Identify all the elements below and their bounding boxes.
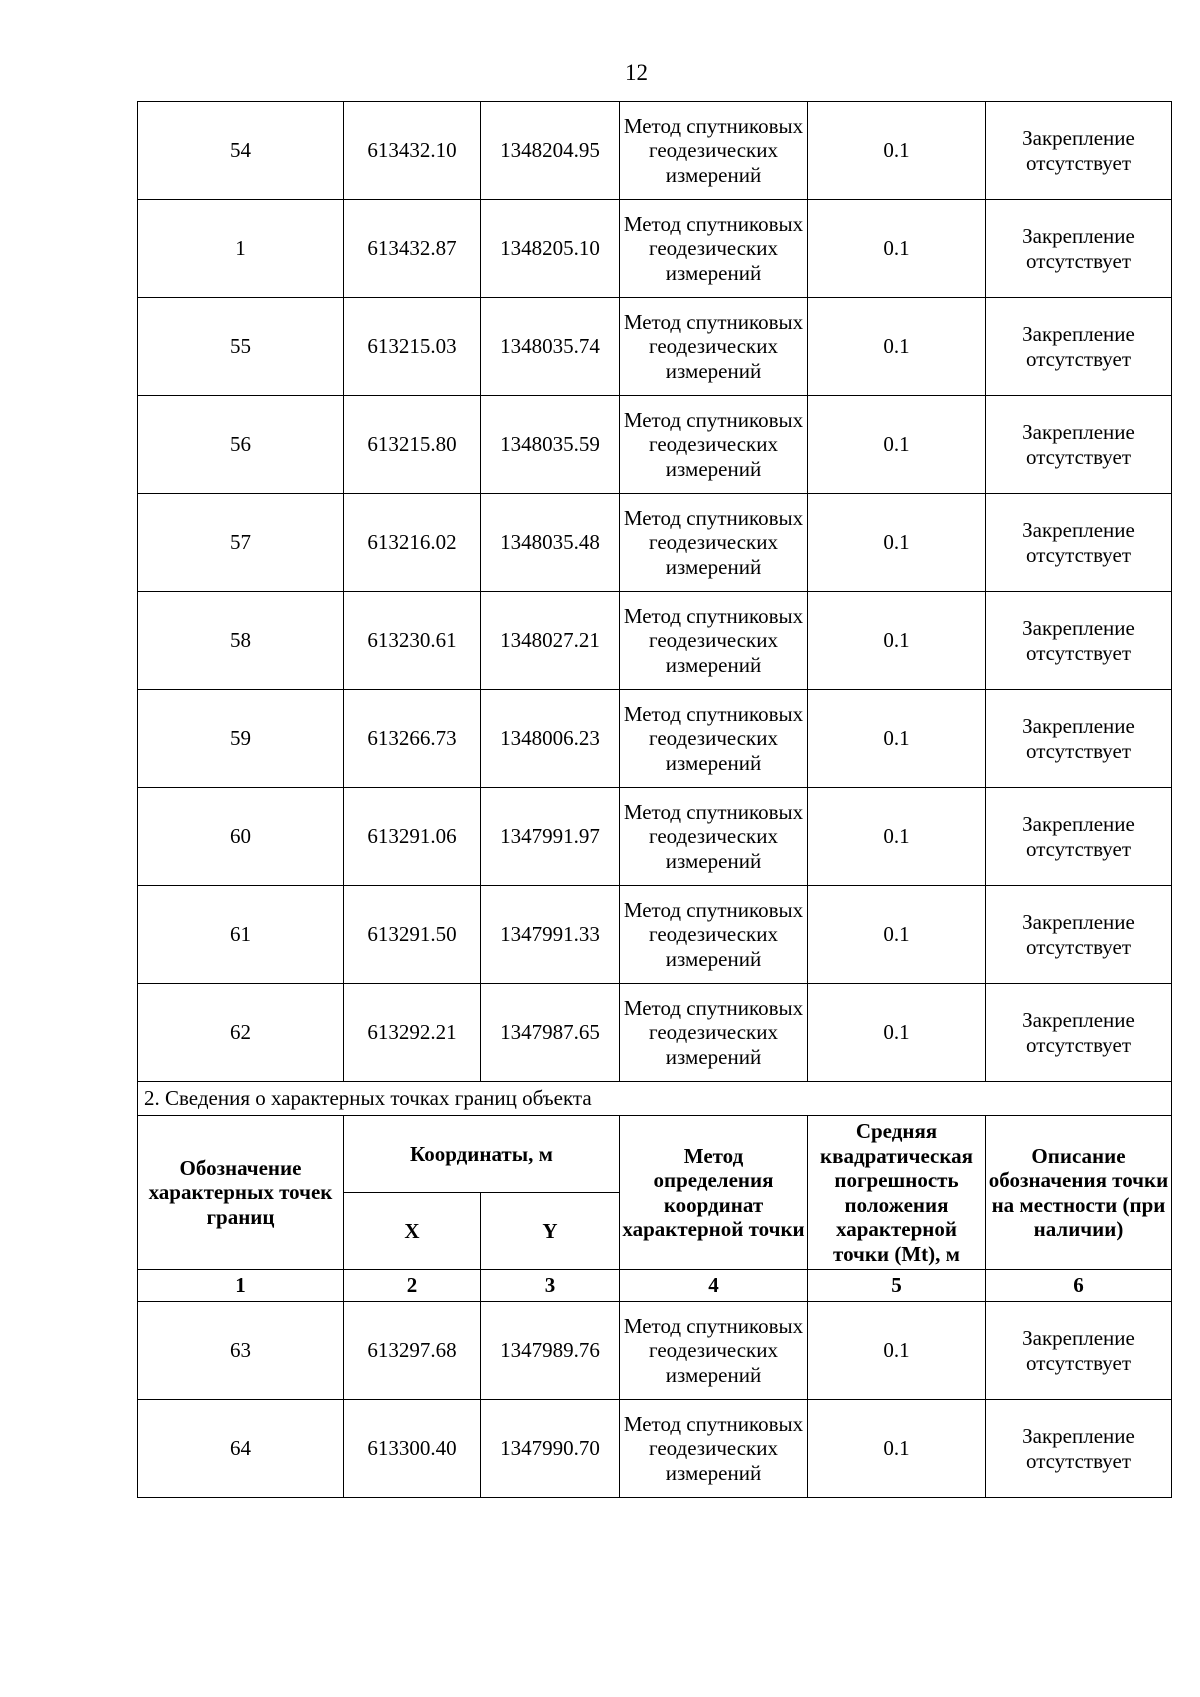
method-cell: Метод спутниковых геодезических измерений (620, 1302, 808, 1400)
description-cell: Закрепление отсутствует (986, 494, 1172, 592)
point-designation-cell: 59 (138, 690, 344, 788)
table-row (138, 1302, 1172, 1400)
y-coordinate-cell: 1347989.76 (481, 1302, 620, 1400)
y-coordinate-cell: 1348006.23 (481, 690, 620, 788)
method-cell: Метод спутниковых геодезических измерений (620, 886, 808, 984)
table-row (138, 1400, 1172, 1498)
table-row (138, 788, 1172, 886)
accuracy-cell: 0.1 (808, 494, 986, 592)
description-cell: Закрепление отсутствует (986, 592, 1172, 690)
method-cell: Метод спутниковых геодезических измерений (620, 200, 808, 298)
x-coordinate-cell: 613215.03 (344, 298, 481, 396)
header-point-designation: Обозначение характерных точек границ (138, 1116, 344, 1270)
point-designation-cell: 57 (138, 494, 344, 592)
description-cell: Закрепление отсутствует (986, 788, 1172, 886)
point-designation-cell: 60 (138, 788, 344, 886)
method-cell: Метод спутниковых геодезических измерений (620, 494, 808, 592)
header-description: Описание обозначения точки на местности (при наличии) (986, 1116, 1172, 1270)
table-row (138, 984, 1172, 1082)
table-section-2 (138, 1082, 1172, 1302)
table-row (138, 102, 1172, 200)
method-cell: Метод спутниковых геодезических измерений (620, 1400, 808, 1498)
page-number: 12 (625, 60, 648, 85)
table-body-top (138, 102, 1172, 1082)
x-coordinate-cell: 613297.68 (344, 1302, 481, 1400)
point-designation-cell: 1 (138, 200, 344, 298)
method-cell: Метод спутниковых геодезических измерений (620, 690, 808, 788)
table-row (138, 298, 1172, 396)
y-coordinate-cell: 1348205.10 (481, 200, 620, 298)
x-coordinate-cell: 613300.40 (344, 1400, 481, 1498)
point-designation-cell: 62 (138, 984, 344, 1082)
coordinates-table (137, 101, 1172, 1498)
column-number: 5 (808, 1270, 986, 1302)
y-coordinate-cell: 1347990.70 (481, 1400, 620, 1498)
x-coordinate-cell: 613432.87 (344, 200, 481, 298)
y-coordinate-cell: 1348035.59 (481, 396, 620, 494)
column-number-row (138, 1270, 1172, 1302)
point-designation-cell: 56 (138, 396, 344, 494)
point-designation-cell: 64 (138, 1400, 344, 1498)
x-coordinate-cell: 613432.10 (344, 102, 481, 200)
description-cell: Закрепление отсутствует (986, 1400, 1172, 1498)
description-cell: Закрепление отсутствует (986, 298, 1172, 396)
x-coordinate-cell: 613292.21 (344, 984, 481, 1082)
column-number: 6 (986, 1270, 1172, 1302)
table-row (138, 592, 1172, 690)
accuracy-cell: 0.1 (808, 102, 986, 200)
accuracy-cell: 0.1 (808, 200, 986, 298)
point-designation-cell: 61 (138, 886, 344, 984)
y-coordinate-cell: 1347987.65 (481, 984, 620, 1082)
description-cell: Закрепление отсутствует (986, 200, 1172, 298)
header-coordinates: Координаты, м (344, 1116, 620, 1193)
column-number: 2 (344, 1270, 481, 1302)
header-x: X (344, 1193, 481, 1270)
header-y: Y (481, 1193, 620, 1270)
accuracy-cell: 0.1 (808, 788, 986, 886)
accuracy-cell: 0.1 (808, 690, 986, 788)
column-number: 3 (481, 1270, 620, 1302)
header-method: Метод определения координат характерной точки (620, 1116, 808, 1270)
x-coordinate-cell: 613291.06 (344, 788, 481, 886)
point-designation-cell: 54 (138, 102, 344, 200)
header-row (138, 1116, 1172, 1193)
y-coordinate-cell: 1348035.74 (481, 298, 620, 396)
method-cell: Метод спутниковых геодезических измерений (620, 788, 808, 886)
x-coordinate-cell: 613291.50 (344, 886, 481, 984)
table-row (138, 200, 1172, 298)
point-designation-cell: 58 (138, 592, 344, 690)
section-title-row (138, 1082, 1172, 1116)
description-cell: Закрепление отсутствует (986, 396, 1172, 494)
table-row (138, 494, 1172, 592)
description-cell: Закрепление отсутствует (986, 690, 1172, 788)
x-coordinate-cell: 613215.80 (344, 396, 481, 494)
accuracy-cell: 0.1 (808, 1400, 986, 1498)
table-row (138, 396, 1172, 494)
description-cell: Закрепление отсутствует (986, 984, 1172, 1082)
method-cell: Метод спутниковых геодезических измерений (620, 102, 808, 200)
method-cell: Метод спутниковых геодезических измерений (620, 298, 808, 396)
point-designation-cell: 63 (138, 1302, 344, 1400)
accuracy-cell: 0.1 (808, 298, 986, 396)
column-number: 1 (138, 1270, 344, 1302)
accuracy-cell: 0.1 (808, 1302, 986, 1400)
header-accuracy: Средняя квадратическая погрешность положения характерной точки (Mt), м (808, 1116, 986, 1270)
section-title: 2. Сведения о характерных точках границ объекта (138, 1082, 1172, 1116)
description-cell: Закрепление отсутствует (986, 1302, 1172, 1400)
y-coordinate-cell: 1348035.48 (481, 494, 620, 592)
y-coordinate-cell: 1348027.21 (481, 592, 620, 690)
x-coordinate-cell: 613266.73 (344, 690, 481, 788)
accuracy-cell: 0.1 (808, 592, 986, 690)
table-body-bottom (138, 1302, 1172, 1498)
description-cell: Закрепление отсутствует (986, 102, 1172, 200)
accuracy-cell: 0.1 (808, 396, 986, 494)
method-cell: Метод спутниковых геодезических измерений (620, 396, 808, 494)
method-cell: Метод спутниковых геодезических измерений (620, 592, 808, 690)
y-coordinate-cell: 1347991.33 (481, 886, 620, 984)
accuracy-cell: 0.1 (808, 886, 986, 984)
y-coordinate-cell: 1347991.97 (481, 788, 620, 886)
description-cell: Закрепление отсутствует (986, 886, 1172, 984)
point-designation-cell: 55 (138, 298, 344, 396)
x-coordinate-cell: 613230.61 (344, 592, 481, 690)
method-cell: Метод спутниковых геодезических измерений (620, 984, 808, 1082)
accuracy-cell: 0.1 (808, 984, 986, 1082)
column-number: 4 (620, 1270, 808, 1302)
table-row (138, 690, 1172, 788)
table-row (138, 886, 1172, 984)
y-coordinate-cell: 1348204.95 (481, 102, 620, 200)
x-coordinate-cell: 613216.02 (344, 494, 481, 592)
